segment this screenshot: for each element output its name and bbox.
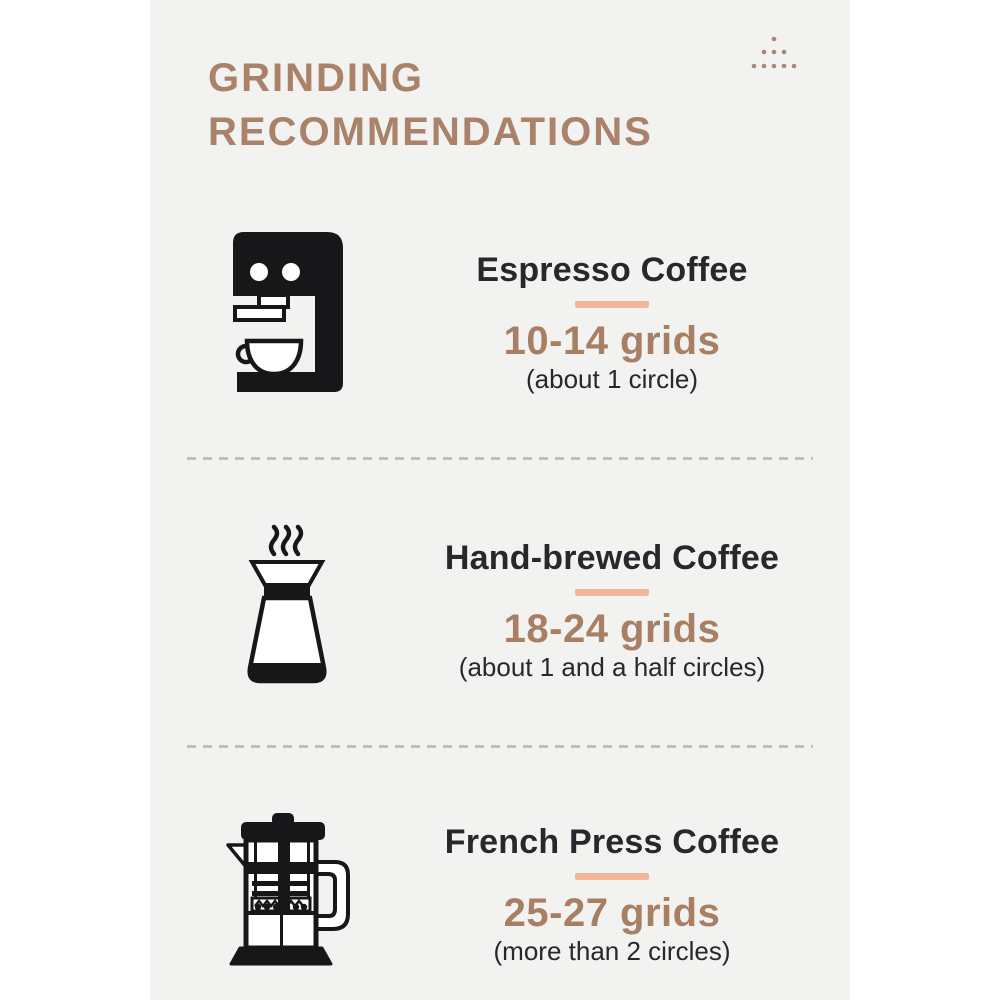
page-title: [208, 51, 653, 159]
grind-size-value: 18-24 grids: [503, 607, 721, 651]
dashed-divider: [187, 457, 813, 460]
section-heading: Hand-brewed Coffee: [444, 539, 780, 577]
section-heading: French Press Coffee: [444, 823, 780, 861]
section-french-press-text: [412, 822, 812, 966]
section-heading: Espresso Coffee: [476, 251, 748, 289]
french-press-icon: [225, 812, 351, 968]
heading-underline-accent: [575, 589, 649, 596]
grind-size-note: (more than 2 circles): [493, 936, 731, 966]
grind-size-value: 10-14 grids: [503, 319, 721, 363]
dashed-divider: [187, 745, 813, 748]
page-title-line2: RECOMMENDATIONS: [208, 109, 653, 154]
pour-over-carafe-icon: [245, 524, 329, 684]
page-title-line1: GRINDING: [208, 55, 424, 100]
grind-size-value: 25-27 grids: [503, 891, 721, 935]
heading-underline-accent: [575, 301, 649, 308]
grind-size-note: (about 1 circle): [526, 364, 698, 394]
section-hand-brewed-text: [412, 538, 812, 682]
heading-underline-accent: [575, 873, 649, 880]
grind-size-note: (about 1 and a half circles): [458, 652, 766, 682]
dots-triangle-icon: [750, 35, 798, 70]
infographic-canvas: [150, 0, 850, 1000]
espresso-machine-icon: [232, 231, 344, 393]
section-espresso-text: [412, 250, 812, 394]
